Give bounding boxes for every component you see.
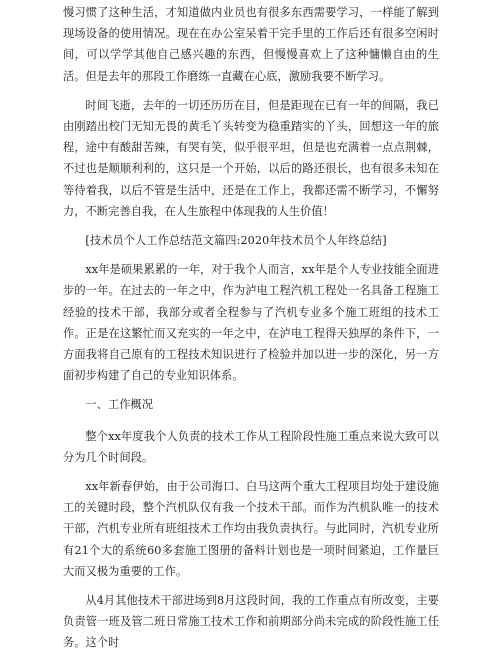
paragraph-6: 从4月其他技术干部进场到8月这段时间，我的工作重点有所改变，主要负责管一班及管二班日常施工技术工作和前期部分尚未完成的阶段性施工任务。这个时: [63, 594, 439, 650]
article-heading: [技术员个人工作总结范文篇四:2020年技术员个人年终总结]: [85, 234, 387, 248]
paragraph-1: 慢习惯了这种生活，才知道做内业员也有很多东西需要学习，一样能了解到现场设备的使用情况。现在在办公室呆着干完手里的工作后还有很多空闲时间，可以学学其他自己感兴趣的东西，但慢慢喜欢上了这种慵懒自由的生活。但是去年的那段工作磨练一直藏在心底，激励我要不断学习。: [63, 6, 439, 83]
paragraph-3: xx年是硕果累累的一年，对于我个人而言，xx年是个人专业技能全面进步的一年。在过去的一年之中，作为泸电工程汽机工程处一名具备工程施工经验的技术干部，我部分或者全程参与了汽机专业多个施工班组的技术工作。正是在这繁忙而又充实的一年之中，在泸电工程得天独厚的条件下，一方面我将自己原有的工程技术知识进行了检验并加以进一步的深化，另一方面初步构建了自己的专业知识体系。: [63, 263, 439, 383]
document-page: [63, 2, 439, 662]
section-title-work-overview: 一、工作概况: [85, 398, 154, 412]
paragraph-2: 时间飞逝，去年的一切还历历在目，但是距现在已有一年的间隔，我已由刚踏出校门无知无畏的黄毛丫头转变为稳重踏实的丫头，回想这一年的旅程，途中有酸甜苦辣，有哭有笑，似乎很平坦，但是也充满着一点点荆棘，不过也是顺顺利利的，这只是一个开始，以后的路还很长，也有很多未知在等待着我，以后不管是生活中，还是在工作上，我都还需不断学习，不懈努力，不断完善自我，在人生旅程中体现我的人生价值！: [63, 98, 439, 218]
paragraph-5: xx年新春伊始，由于公司海口、白马这两个重大工程项目均处于建设施工的关键时段，整个汽机队仅有我一个技术干部。而作为汽机队唯一的技术干部，汽机专业所有班组技术工作均由我负责执行。与此同时，汽机专业所有21个大的系统60多套施工图册的备料计划也是一项时间紧迫，工作量巨大而又极为重要的工作。: [63, 480, 439, 578]
paragraph-4: 整个xx年度我个人负责的技术工作从工程阶段性施工重点来说大致可以分为几个时间段。: [63, 429, 439, 464]
